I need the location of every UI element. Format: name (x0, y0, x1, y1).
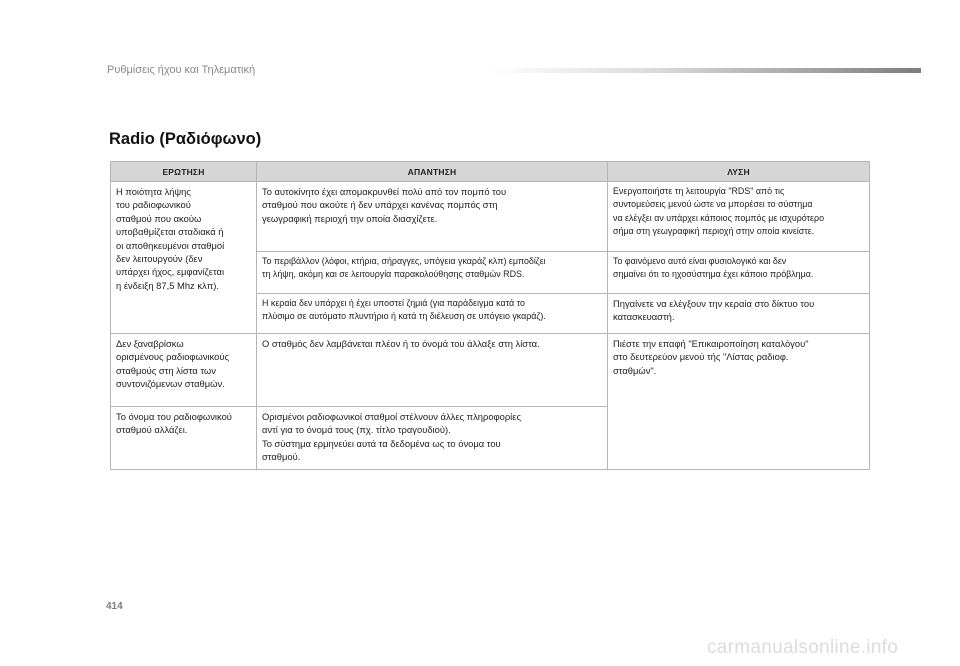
answer-text: Το περιβάλλον (λόφοι, κτήρια, σήραγγες, υπόγεια γκαράζ κλπ) εμποδίζει τη λήψη, ακόμη και σε λειτουργία παρακολούθησης σταθμών RDS. (262, 256, 546, 280)
answer-cell (257, 334, 608, 407)
question-text: Το όνομα του ραδιοφωνικού σταθμού αλλάζει. (116, 411, 232, 436)
answer-cell (257, 407, 608, 470)
answer-text: Το αυτοκίνητο έχει απομακρυνθεί πολύ από τον πομπό του σταθμού που ακούτε ή δεν υπάρχει κανένας πομπός στη γεωγραφική περιοχή την οποία διασχίζετε. (262, 186, 507, 224)
header-answer: ΑΠΑΝΤΗΣΗ (257, 162, 608, 182)
solution-text: Ενεργοποιήστε τη λειτουργία "RDS" από τις συντομεύσεις μενού ώστε να μπορέσει το σύστημα να ελέγξει αν υπάρχει κάποιος πομπός με ισχυρότερο σήμα στη γεωγραφική περιοχή στην οποία κινείστε. (613, 186, 825, 237)
answer-cell (257, 182, 608, 252)
header-solution: ΛΥΣΗ (608, 162, 870, 182)
header-gradient-bar (488, 68, 921, 73)
watermark: carmanualsonline.info (707, 637, 899, 658)
solution-cell (608, 182, 870, 252)
solution-text: Πηγαίνετε να ελέγξουν την κεραία στο δίκτυο του κατασκευαστή. (613, 298, 815, 323)
answer-cell (257, 294, 608, 334)
question-text: Δεν ξαναβρίσκω ορισμένους ραδιοφωνικούς σταθμούς στη λίστα των συντονιζόμενων σταθμών. (116, 338, 230, 390)
question-cell (111, 407, 257, 470)
answer-cell (257, 252, 608, 294)
header-question: ΕΡΩΤΗΣΗ (111, 162, 257, 182)
faq-table (110, 161, 870, 470)
answer-text: Ορισμένοι ραδιοφωνικοί σταθμοί στέλνουν άλλες πληροφορίες αντί για το όνομά τους (πχ. τίτλο τραγουδιού). Το σύστημα ερμηνεύει αυτά τα δεδομένα ως το όνομα του σταθμού. (262, 411, 521, 463)
page-number: 414 (106, 601, 123, 612)
solution-text: Πιέστε την επαφή "Επικαιροποίηση καταλόγου" στο δευτερεύον μενού τής "Λίστας ραδιοφ. σταθμών". (613, 338, 809, 376)
answer-text: Η κεραία δεν υπάρχει ή έχει υποστεί ζημιά (για παράδειγμα κατά το πλύσιμο σε αυτόματο πλυντήριο ή κατά τη διέλευση σε υπόγειο γκαράζ). (262, 298, 546, 322)
section-title: Radio (Ραδιόφωνο) (109, 130, 262, 148)
question-cell (111, 334, 257, 407)
chapter-title: Ρυθμίσεις ήχου και Τηλεματική (107, 64, 256, 76)
table-row (111, 334, 870, 407)
table-row (111, 182, 870, 252)
question-text: Η ποιότητα λήψης του ραδιοφωνικού σταθμού που ακούω υποβαθμίζεται σταδιακά ή οι αποθηκευμένοι σταθμοί δεν λειτουργούν (δεν υπάρχει ήχος, εμφανίζεται η ένδειξη 87,5 Mhz κλπ). (116, 186, 225, 291)
solution-cell (608, 334, 870, 470)
table-header-row (111, 162, 870, 182)
solution-text: Το φαινόμενο αυτό είναι φυσιολογικό και δεν σημαίνει ότι το ηχοσύστημα έχει κάποιο πρόβλημα. (613, 256, 814, 280)
question-cell (111, 182, 257, 334)
solution-cell (608, 252, 870, 294)
answer-text: Ο σταθμός δεν λαμβάνεται πλέον ή το όνομά του άλλαξε στη λίστα. (262, 338, 540, 349)
solution-cell (608, 294, 870, 334)
